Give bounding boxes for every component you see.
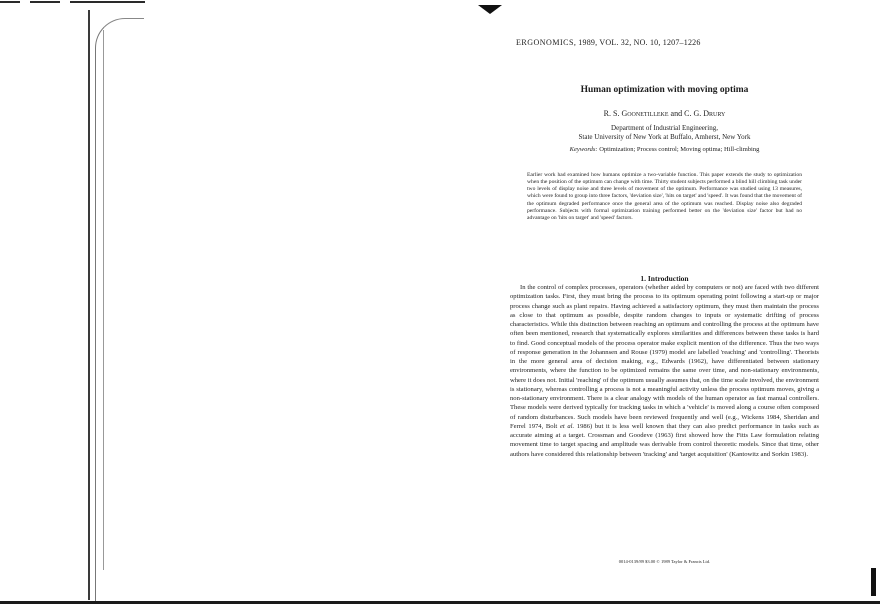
binding-mark xyxy=(478,5,502,14)
introduction-paragraph xyxy=(510,283,819,459)
author-line xyxy=(514,109,815,118)
journal-name: ERGONOMICS xyxy=(516,38,574,47)
author-joiner: and xyxy=(668,109,685,118)
intro-text-b: 1986) but it is less well known that they can also predict performance in tasks such as accurate aiming at a target. Crossman and Goodeve (1963) first showed how the Fitts Law formulation relating movement time to target spacing and amplitude was derivable from control theoretic models. Since that time, other authors have considered this relationship between 'tracking' and 'target acquisition' (Kantowitz and Sorkin 1983). xyxy=(510,422,819,458)
abstract: Earlier work had examined how humans optimize a two-variable function. This paper extends the study to optimization when the position of the optimum can change with time. Thirty student subjects performed a blind hill climbing task under two levels of display noise and three levels of movement of the optimum. Performance was studied using 13 measures, which were found to group into three factors, 'deviation size', 'hits on target' and 'speed'. It was found that the movement of the optimum degraded performance once the general area of the optimum was reached. Display noise also degraded performance. Subjects with formal optimization training performed better on the 'deviation size' factor but had no advantage on 'hits on target' and 'speed' factors. xyxy=(527,172,802,221)
keywords-label: Keywords: xyxy=(569,146,598,153)
journal-citation: , 1989, VOL. 32, NO. 10, 1207–1226 xyxy=(573,38,701,47)
affiliation-line-1: Department of Industrial Engineering, xyxy=(611,124,718,132)
keywords-text: Optimization; Process control; Moving optima; Hill-climbing xyxy=(597,146,760,153)
scan-top-rule xyxy=(0,0,880,4)
scan-bottom-rule xyxy=(0,601,880,604)
introduction-body xyxy=(510,283,819,459)
article-title: Human optimization with moving optima xyxy=(580,85,749,95)
affiliation xyxy=(514,124,815,142)
scan-right-edge xyxy=(871,568,876,596)
running-header xyxy=(516,38,701,47)
keywords xyxy=(514,146,815,154)
affiliation-line-2: State University of New York at Buffalo, Amherst, New York xyxy=(578,133,751,141)
section-heading: 1. Introduction xyxy=(640,274,689,283)
copyright-line: 0014-0139/89 $3.00 © 1989 Taylor & Francis Ltd. xyxy=(618,559,711,564)
author-2: C. G. Drury xyxy=(684,109,726,118)
left-page-edge xyxy=(88,10,90,600)
page-curl-line xyxy=(103,30,104,570)
intro-et-al: et al. xyxy=(559,422,575,430)
intro-text-a: In the control of complex processes, operators (whether aided by computers or not) are faced with two different optimization tasks. First, they must bring the process to its optimum operating point following a start-up or major process change such as plant repairs. Having achieved a satisfactory optimum, they must then maintain the process as close to that optimum as possible, despite random changes to inputs or systematic drifting of process characteristics. While this distinction between reaching an optimum and controlling the process at the optimum have often been mentioned, research that systematically explores similarities and differences between these tasks is hard to find. Good conceptual models of the process operator make explicit mention of the difference. Thus the two ways of response generation in the Johannsen and Rouse (1979) model are labelled 'reaching' and 'controlling'. Theorists in the more general area of decision making, e.g., Edwards (1962), have differentiated between stationary environments, where the function to be optimized remains the same over time, and non-stationary environments, where it does not. Initial 'reaching' of the optimum usually assumes that, on the time scale involved, the environment is stationary, whereas controlling a process is not a meaningful activity unless the process optimum moves, giving a non-stationary environment. There is a clear analogy with models of the human operator as fast manual controllers. These models were derived typically for tracking tasks in which a 'vehicle' is moved along a course often composed of random disturbances. Such models have been reviewed frequently and well (e.g., Wickens 1984, Sheridan and Ferrel 1974, Bolt xyxy=(510,284,819,430)
author-1: R. S. Goonetilleke xyxy=(603,109,669,118)
